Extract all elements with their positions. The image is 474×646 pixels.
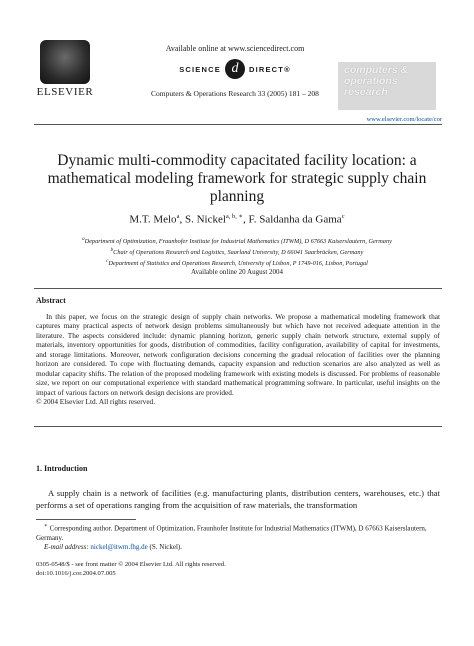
affiliations xyxy=(34,235,440,268)
available-online-text: Available online at www.sciencedirect.com xyxy=(165,44,305,53)
affiliation-line xyxy=(34,235,440,246)
abstract-paragraph: In this paper, we focus on the strategic design of supply chain networks. We propose a mathematical modeling framework that captures many practical aspects of network design problems simultaneously but which have not received adequate attention in the literature. The aspects considered include: dynamic planning horizon, generic supply chain network structure, external supply of materials, inventory opportunities for goods, distribution of commodities, facility configuration, availability of capital for investments, and storage limitations. Moreover, network configuration decisions concerning the gradual relocation of facilities over the planning horizon are considered. To cope with fluctuating demands, capacity expansion and reduction scenarios are also analyzed as well as modular capacity shifts. The relation of the proposed modeling framework with existing models is discussed. For problems of reasonable size, we report on our computational experience with standard mathematical programming software. In particular, useful insights on the impact of various factors on network design decisions are provided. xyxy=(36,312,440,397)
header-center xyxy=(100,44,370,98)
footnote-text: Corresponding author. Department of Optimization, Fraunhofer Institute for Industrial Mathematics (ITWM), D 67663 Kaiserslautern, Germany. xyxy=(36,524,427,542)
footnote xyxy=(36,522,440,552)
cover-line-2: operations xyxy=(344,75,398,87)
sd-left-text: SCIENCE xyxy=(179,64,221,74)
publisher-name: ELSEVIER xyxy=(36,86,94,98)
footnote-line xyxy=(36,522,440,543)
author-sup: a, b, ∗ xyxy=(225,213,243,220)
elsevier-tree-icon xyxy=(40,40,90,84)
sciencedirect-logo xyxy=(100,59,370,79)
author-sup: c xyxy=(341,213,345,220)
journal-url-link[interactable]: www.elsevier.com/locate/cor xyxy=(366,116,442,123)
affiliation-line xyxy=(34,257,440,268)
affiliation-sup: a xyxy=(82,237,85,242)
footnote-mark: ∗ xyxy=(44,523,48,529)
abstract-copyright: © 2004 Elsevier Ltd. All rights reserved. xyxy=(36,397,156,407)
affiliation-text: Chair of Operations Research and Logistics, Saarland University, D 66041 Saarbrücken, Germany xyxy=(113,249,364,257)
cover-line-1: computers & xyxy=(344,64,409,76)
affiliation-text: Department of Statistics and Operations Research, University of Lisbon, P 1749-016, Lisbon, Portugal xyxy=(108,260,368,268)
abstract-bottom-divider xyxy=(34,426,442,427)
affiliation-line xyxy=(34,246,440,257)
affiliation-sup: c xyxy=(106,259,109,265)
article-title: Dynamic multi-commodity capacitated facility location: a mathematical modeling framework for strategic supply chain planning xyxy=(47,152,427,205)
footnote-divider xyxy=(36,519,136,520)
author-sep: , xyxy=(179,213,185,226)
intro-body xyxy=(36,488,440,511)
issn-line: 0305-0548/$ - see front matter © 2004 Elsevier Ltd. All rights reserved. xyxy=(36,561,226,568)
available-date: Available online 20 August 2004 xyxy=(190,268,284,276)
sciencedirect-icon: d xyxy=(225,59,245,79)
doi-line: doi:10.1016/j.cor.2004.07.005 xyxy=(36,570,116,577)
author-name: F. Saldanha da Gama xyxy=(248,213,342,226)
sd-right-text: DIRECT® xyxy=(248,64,291,74)
author-list xyxy=(34,212,440,226)
author-sep: , xyxy=(242,213,249,226)
author-name: S. Nickel xyxy=(184,213,226,226)
elsevier-logo xyxy=(34,40,96,100)
intro-paragraph: A supply chain is a network of facilities (e.g. manufacturing plants, distribution centers, warehouses, etc.) that performs a set of operations ranging from the acquisition of raw materials, the transformation xyxy=(36,488,440,510)
abstract-heading: Abstract xyxy=(36,296,66,305)
author-name: M.T. Melo xyxy=(129,213,177,226)
affiliation-text: Department of Optimization, Fraunhofer Institute for Industrial Mathematics (ITWM), D 67663 Kaiserslautern, Germany xyxy=(84,238,392,246)
section-heading: 1. Introduction xyxy=(36,464,88,473)
abstract-body xyxy=(36,312,440,407)
header-divider xyxy=(34,124,442,125)
journal-reference: Computers & Operations Research 33 (2005) 181 – 208 xyxy=(151,89,319,98)
author-sup: a xyxy=(176,213,180,220)
front-matter xyxy=(36,560,336,578)
email-link[interactable]: nickel@itwm.fhg.de xyxy=(90,542,148,551)
abstract-top-divider xyxy=(34,288,442,289)
journal-cover-title xyxy=(338,62,436,110)
affiliation-sup: b xyxy=(110,248,114,254)
cover-line-3: research xyxy=(344,86,388,98)
footnote-email-line xyxy=(36,543,440,552)
email-suffix: (S. Nickel). xyxy=(149,542,183,551)
email-label: E-mail address: xyxy=(44,542,89,551)
